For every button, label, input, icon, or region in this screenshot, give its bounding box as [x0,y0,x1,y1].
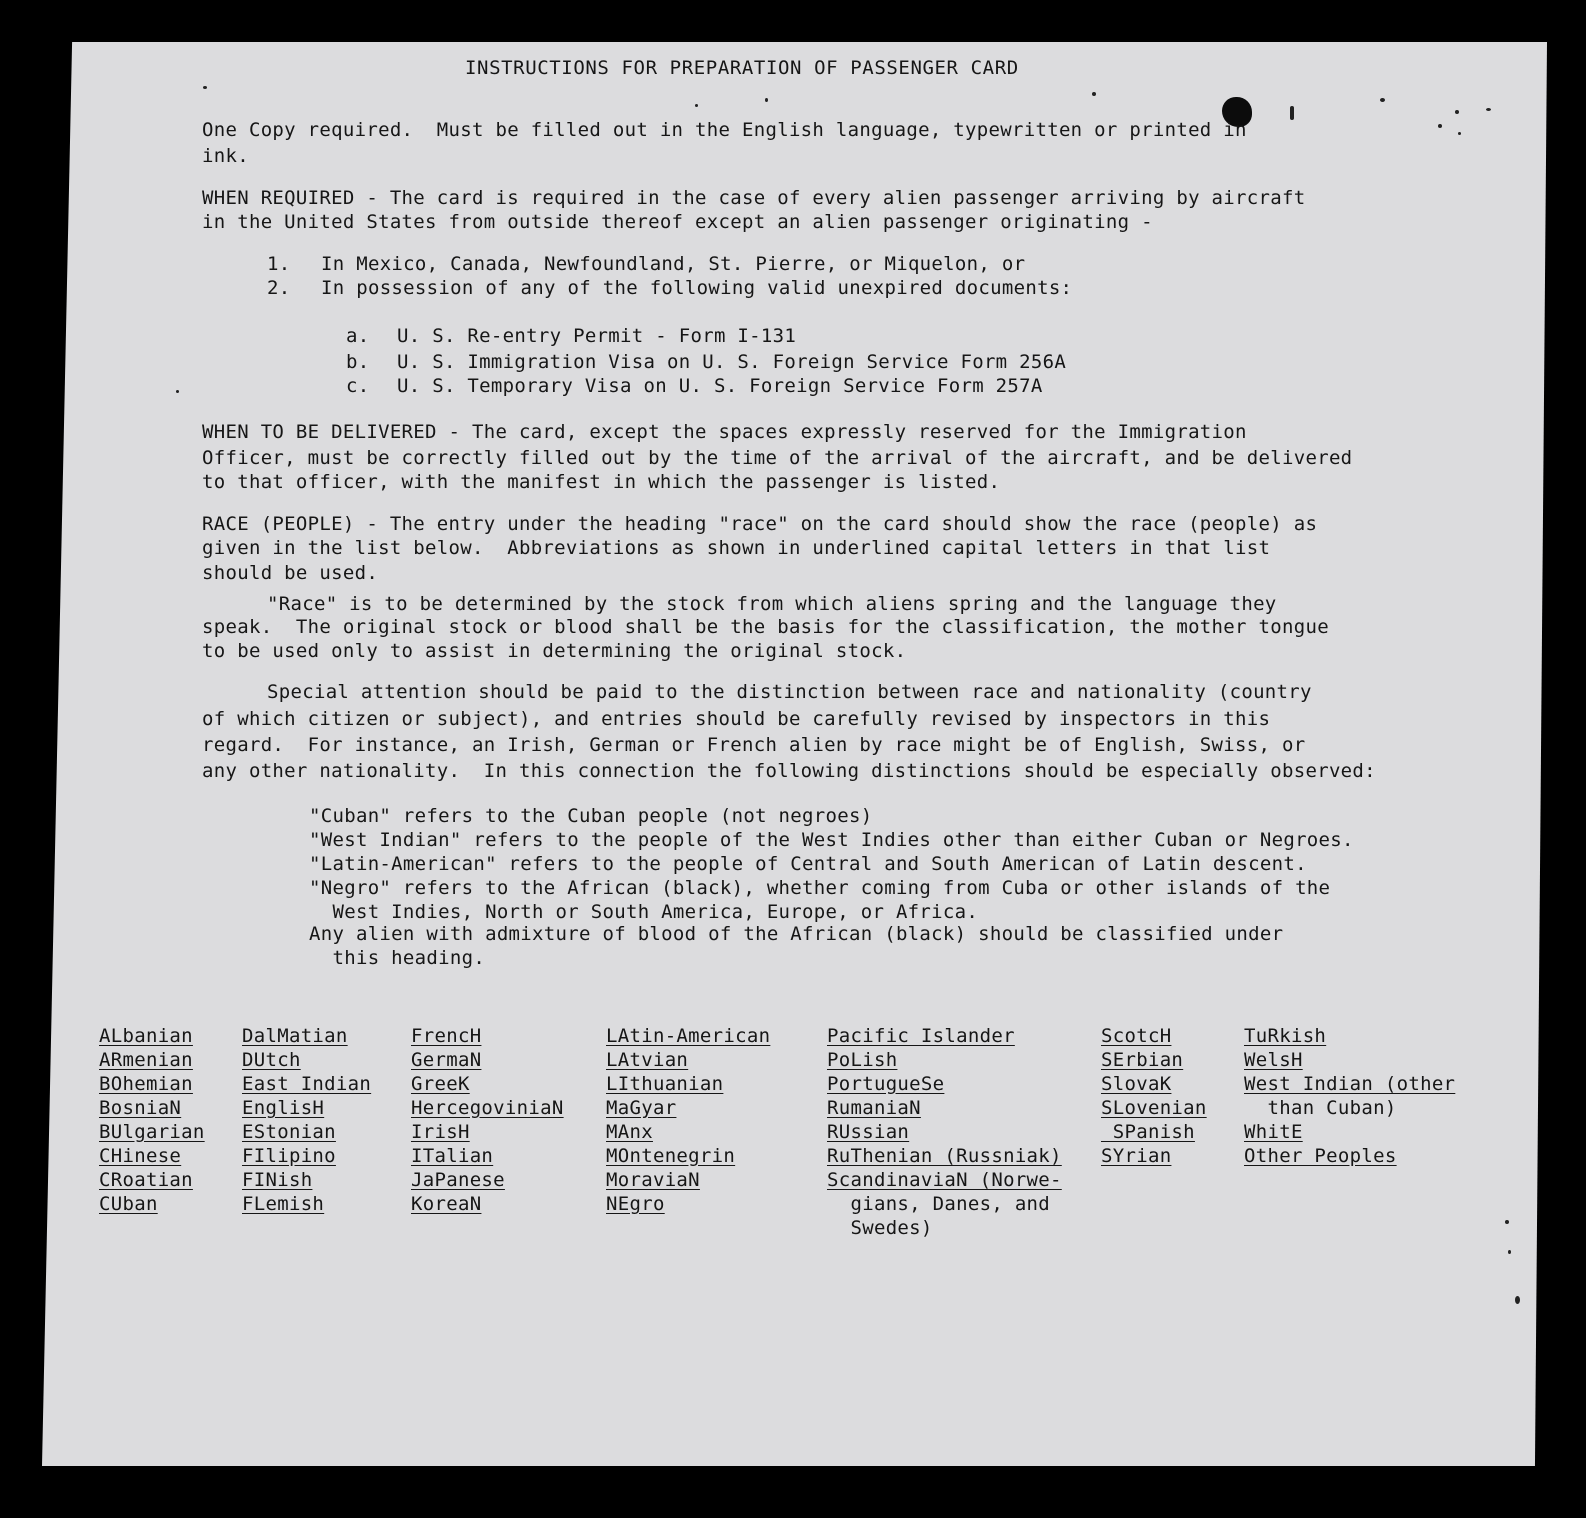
race-item: HercegoviniaN [411,1097,564,1119]
race-item: Other Peoples [1244,1145,1397,1167]
race-item: CHinese [99,1145,182,1167]
speck [176,390,179,393]
race-item: EStonian [242,1121,336,1143]
lettered-a-text: U. S. Re-entry Permit - Form I-131 [397,325,797,347]
distinction-7: this heading. [309,947,486,969]
intro-line-2: ink. [202,145,249,167]
race-item: ARmenian [99,1049,193,1071]
special-line-3: regard. For instance, an Irish, German or French alien by race might be of English, Swiss, or [202,734,1306,756]
race-item: FLemish [242,1193,325,1215]
race-item: EnglisH [242,1097,325,1119]
race-item: MAnx [606,1121,653,1143]
page-title: INSTRUCTIONS FOR PREPARATION OF PASSENGER CARD [465,57,1019,79]
when-delivered-line-3: to that officer, with the manifest in which the passenger is listed. [202,471,1001,493]
distinction-2: "West Indian" refers to the people of the West Indies other than either Cuban or Negroes. [309,829,1354,851]
when-required-line-1: WHEN REQUIRED - The card is required in the case of every alien passenger arriving by aircraft [202,187,1306,209]
race-column-3 [411,1024,564,1216]
race-item: RUssian [827,1121,910,1143]
race-item: FrencH [411,1025,482,1047]
numbered-1-text: In Mexico, Canada, Newfoundland, St. Pierre, or Miquelon, or [321,253,1026,275]
when-delivered-line-1: WHEN TO BE DELIVERED - The card, except the spaces expressly reserved for the Immigration [202,421,1247,443]
race-column-4 [606,1024,770,1216]
race-item: DUtch [242,1049,301,1071]
race-line-1: RACE (PEOPLE) - The entry under the heading "race" on the card should show the race (people) as [202,513,1318,535]
intro-line-1: One Copy required. Must be filled out in the English language, typewritten or printed in [202,119,1247,141]
lettered-b-label: b. [346,351,370,373]
race-column-6 [1101,1024,1207,1168]
race-item: East Indian [242,1073,372,1095]
speck [1290,106,1294,120]
race-item: LAtvian [606,1049,689,1071]
speck [203,86,207,89]
speck [1380,98,1385,102]
race-item: ALbanian [99,1025,193,1047]
race-item: GreeK [411,1073,470,1095]
race-line-3: should be used. [202,562,379,584]
race-item: SErbian [1101,1049,1184,1071]
race-item: BUlgarian [99,1121,205,1143]
race-item: DalMatian [242,1025,348,1047]
numbered-2-text: In possession of any of the following valid unexpired documents: [321,277,1073,299]
race-item: NEgro [606,1193,665,1215]
special-line-1: Special attention should be paid to the distinction between race and nationality (country [267,681,1312,703]
speck [1455,110,1459,114]
speck [1515,1296,1520,1304]
race-item: PortugueSe [827,1073,945,1095]
when-required-line-2: in the United States from outside thereof except an alien passenger originating - [202,211,1153,233]
numbered-2-label: 2. [267,277,291,299]
speck [1438,124,1442,128]
distinction-5: West Indies, North or South America, Europe, or Africa. [309,901,979,923]
lettered-c-label: c. [346,375,370,397]
race-item: CUban [99,1193,158,1215]
race-item: WhitE [1244,1121,1303,1143]
race-item: SYrian [1101,1145,1172,1167]
race-item: than Cuban) [1244,1097,1397,1119]
distinction-6: Any alien with admixture of blood of the African (black) should be classified under [309,923,1284,945]
race-item: FIlipino [242,1145,336,1167]
race-item: RuThenian (Russniak) [827,1145,1062,1167]
race-column-1 [99,1024,205,1216]
race-item: LAtin-American [606,1025,771,1047]
numbered-1-label: 1. [267,253,291,275]
race-def-line-2: speak. The original stock or blood shall be the basis for the classification, the mother tongue [202,616,1329,638]
race-item: PoLish [827,1049,898,1071]
race-item: SPanish [1101,1121,1195,1143]
race-item: SlovaK [1101,1073,1172,1095]
race-item: FINish [242,1169,313,1191]
when-delivered-line-2: Officer, must be correctly filled out by the time of the arrival of the aircraft, and be delivered [202,447,1353,469]
race-line-2: given in the list below. Abbreviations as shown in underlined capital letters in that list [202,537,1271,559]
race-item: BOhemian [99,1073,193,1095]
special-line-4: any other nationality. In this connection the following distinctions should be especially observed: [202,760,1376,782]
speck [1505,1220,1509,1224]
race-item: IrisH [411,1121,470,1143]
race-item: WelsH [1244,1049,1303,1071]
speck [1092,92,1096,96]
lettered-a-label: a. [346,325,370,347]
race-item: BosniaN [99,1097,182,1119]
race-item: KoreaN [411,1193,482,1215]
race-item: MOntenegrin [606,1145,736,1167]
race-item: LIthuanian [606,1073,724,1095]
distinction-1: "Cuban" refers to the Cuban people (not negroes) [309,805,873,827]
race-item: SLovenian [1101,1097,1207,1119]
race-item: ScotcH [1101,1025,1172,1047]
race-item: gians, Danes, and [827,1193,1051,1215]
race-column-2 [242,1024,371,1216]
distinction-3: "Latin-American" refers to the people of Central and South American of Latin descent. [309,853,1307,875]
lettered-c-text: U. S. Temporary Visa on U. S. Foreign Service Form 257A [397,375,1043,397]
race-item: ITalian [411,1145,494,1167]
speck [1486,108,1491,111]
race-item: MaGyar [606,1097,677,1119]
race-def-line-3: to be used only to assist in determining the original stock. [202,640,907,662]
race-item: Pacific Islander [827,1025,1015,1047]
race-column-5 [827,1024,1062,1240]
speck [1458,132,1461,135]
race-item: MoraviaN [606,1169,700,1191]
race-item: RumaniaN [827,1097,921,1119]
race-column-7 [1244,1024,1455,1168]
speck [1508,1250,1511,1254]
speck [765,98,768,102]
race-item: ScandinaviaN (Norwe- [827,1169,1062,1191]
lettered-b-text: U. S. Immigration Visa on U. S. Foreign Service Form 256A [397,351,1067,373]
race-item: TuRkish [1244,1025,1327,1047]
speck [695,104,698,107]
race-item: JaPanese [411,1169,505,1191]
race-item: Swedes) [827,1217,933,1239]
special-line-2: of which citizen or subject), and entries should be carefully revised by inspectors in this [202,708,1271,730]
race-def-line-1: "Race" is to be determined by the stock from which aliens spring and the language they [267,593,1277,615]
race-item: CRoatian [99,1169,193,1191]
race-item: GermaN [411,1049,482,1071]
race-item: West Indian (other [1244,1073,1456,1095]
distinction-4: "Negro" refers to the African (black), whether coming from Cuba or other islands of the [309,877,1331,899]
